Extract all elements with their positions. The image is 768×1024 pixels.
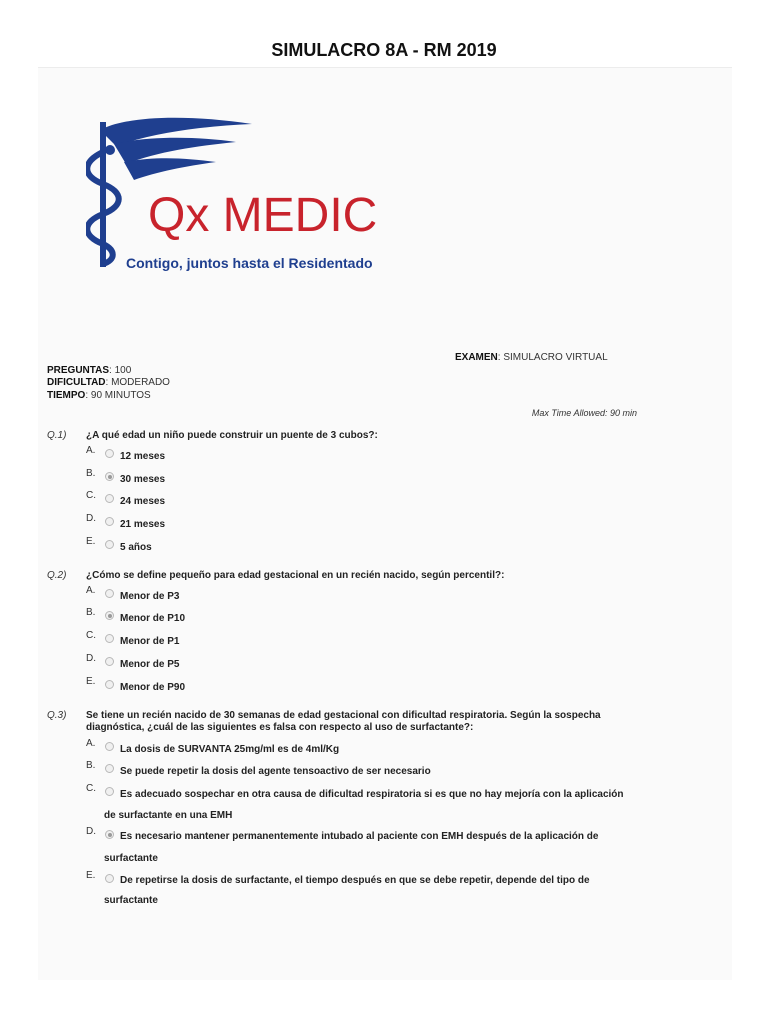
- option-text: Menor de P5: [120, 659, 180, 670]
- option-text: Menor de P90: [120, 682, 186, 693]
- option-letter: C.: [86, 783, 96, 794]
- difficulty-value: : MODERADO: [105, 377, 170, 388]
- exam-value: : SIMULACRO VIRTUAL: [497, 352, 608, 363]
- option-text-continued: surfactante: [104, 895, 158, 906]
- option-text: Menor de P3: [120, 591, 180, 602]
- time-label: TIEMPO: [47, 390, 86, 401]
- question-text-line2: diagnóstica, ¿cuál de las siguientes es falsa con respecto al uso de surfactante?:: [86, 722, 474, 733]
- option-text: Es necesario mantener permanentemente intubado al paciente con EMH después de la aplicación de: [120, 831, 599, 842]
- option-text: La dosis de SURVANTA 25mg/ml es de 4ml/Kg: [120, 744, 340, 755]
- option-letter: C.: [86, 490, 96, 501]
- option-letter: E.: [86, 870, 96, 881]
- option-radio[interactable]: [105, 680, 114, 689]
- option-letter: A.: [86, 585, 96, 596]
- option-letter: B.: [86, 468, 96, 479]
- option-text: 30 meses: [120, 474, 166, 485]
- option-letter: D.: [86, 513, 96, 524]
- question-number: Q.1): [47, 430, 67, 441]
- question-text: ¿A qué edad un niño puede construir un puente de 3 cubos?:: [86, 430, 378, 441]
- question-number: Q.3): [47, 710, 67, 721]
- max-time-allowed: Max Time Allowed: 90 min: [531, 408, 637, 418]
- time-info: [47, 390, 151, 401]
- option-text: Se puede repetir la dosis del agente tensoactivo de ser necesario: [120, 766, 431, 777]
- document-title: SIMULACRO 8A - RM 2019: [271, 40, 497, 60]
- exam-label: EXAMEN: [455, 352, 498, 363]
- option-radio[interactable]: [105, 764, 114, 773]
- option-letter: B.: [86, 607, 96, 618]
- questions-label: PREGUNTAS: [47, 365, 110, 376]
- option-text-continued: surfactante: [104, 853, 158, 864]
- option-letter: A.: [86, 445, 96, 456]
- difficulty-label: DIFICULTAD: [47, 377, 106, 388]
- logo-tagline: Contigo, juntos hasta el Residentado: [126, 255, 373, 271]
- questions-value: : 100: [109, 365, 132, 376]
- option-radio[interactable]: [105, 517, 114, 526]
- option-text: 5 años: [120, 542, 152, 553]
- option-radio[interactable]: [105, 611, 114, 620]
- time-value: : 90 MINUTOS: [85, 390, 151, 401]
- option-letter: A.: [86, 738, 96, 749]
- option-text-continued: de surfactante en una EMH: [104, 810, 233, 821]
- logo-brand-text: Qx MEDIC: [148, 189, 378, 242]
- question-text-line1: Se tiene un recién nacido de 30 semanas de edad gestacional con dificultad respiratoria. Según la sospecha: [86, 710, 601, 721]
- option-letter: D.: [86, 653, 96, 664]
- option-radio[interactable]: [105, 742, 114, 751]
- option-radio[interactable]: [105, 472, 114, 481]
- question-text: ¿Cómo se define pequeño para edad gestacional en un recién nacido, según percentil?:: [86, 570, 505, 581]
- option-text: De repetirse la dosis de surfactante, el tiempo después en que se debe repetir, depende del tipo de: [120, 875, 590, 886]
- exam-info: [455, 352, 608, 363]
- option-letter: B.: [86, 760, 96, 771]
- option-text: Es adecuado sospechar en otra causa de dificultad respiratoria si es que no hay mejoría con la aplicación: [120, 789, 624, 800]
- option-text: 21 meses: [120, 519, 166, 530]
- option-radio[interactable]: [105, 589, 114, 598]
- option-letter: E.: [86, 536, 96, 547]
- option-radio[interactable]: [105, 874, 114, 883]
- difficulty-info: [47, 377, 170, 388]
- option-radio[interactable]: [105, 494, 114, 503]
- option-radio[interactable]: [105, 657, 114, 666]
- option-text: Menor de P10: [120, 613, 186, 624]
- option-radio[interactable]: [105, 449, 114, 458]
- option-text: 24 meses: [120, 496, 166, 507]
- question-number: Q.2): [47, 570, 67, 581]
- option-radio[interactable]: [105, 540, 114, 549]
- option-radio[interactable]: [105, 634, 114, 643]
- option-radio[interactable]: [105, 787, 114, 796]
- questions-info: [47, 365, 131, 376]
- option-text: 12 meses: [120, 451, 166, 462]
- option-letter: C.: [86, 630, 96, 641]
- option-radio[interactable]: [105, 830, 114, 839]
- option-text: Menor de P1: [120, 636, 180, 647]
- option-letter: D.: [86, 826, 96, 837]
- option-letter: E.: [86, 676, 96, 687]
